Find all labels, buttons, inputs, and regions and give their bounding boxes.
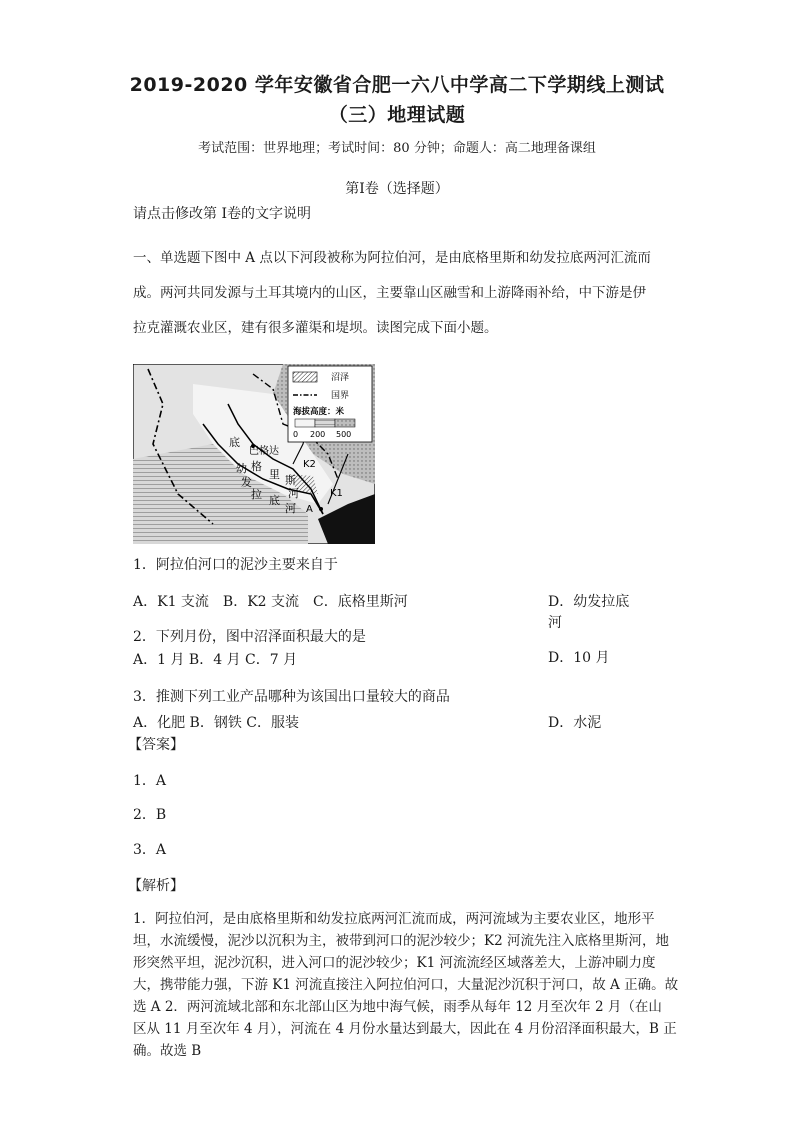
legend-elevation-title: 海拔高度：米 <box>293 407 345 417</box>
analysis-line-4: 大，携带能力强，下游 K1 河流直接注入阿拉伯河口，大量泥沙沉积于河口，故 A 正确。故 <box>133 977 679 993</box>
question-1-options: A．K1 支流 B．K2 支流 C．底格里斯河 <box>133 594 408 610</box>
analysis-line-1: 1．阿拉伯河，是由底格里斯和幼发拉底两河汇流而成，两河流域为主要农业区，地形平 <box>133 911 655 927</box>
question-3-stem: 3．推测下列工业产品哪种为该国出口量较大的商品 <box>133 689 450 705</box>
section-title: 第Ⅰ卷（选择题） <box>345 181 449 197</box>
analysis-line-2: 坦，水流缓慢，泥沙以沉积为主，被带到河口的泥沙较少；K2 河流先注入底格里斯河，地 <box>133 933 669 949</box>
legend-scale-500: 500 <box>336 430 352 439</box>
question-2-options: A．1 月 B．4 月 C．7 月 <box>133 652 298 668</box>
map-label-you: 幼 <box>236 462 247 475</box>
answer-2: 2．B <box>133 807 167 823</box>
question-2-stem: 2．下列月份，图中沼泽面积最大的是 <box>133 629 366 645</box>
question-1-stem: 1．阿拉伯河口的泥沙主要来自于 <box>133 557 338 573</box>
answer-3: 3．A <box>133 842 167 858</box>
map-label-di: 底 <box>229 436 240 449</box>
map-label-a: A <box>306 504 313 515</box>
intro-line-3: 拉克灌溉农业区，建有很多灌渠和堤坝。读图完成下面小题。 <box>133 320 498 336</box>
analysis-line-6: 区从 11 月至次年 4 月），河流在 4 月份水量达到最大，因此在 4 月份沼泽面积最大，B 正 <box>133 1021 677 1037</box>
intro-line-1: 一、单选题下图中 A 点以下河段被称为阿拉伯河，是由底格里斯和幼发拉底两河汇流而 <box>133 250 651 266</box>
document-title-line2: （三）地理试题 <box>328 104 466 126</box>
document-title-line1: 2019-2020 学年安徽省合肥一六八中学高二下学期线上测试 <box>129 74 665 96</box>
legend-swamp-label: 沼泽 <box>331 373 350 383</box>
analysis-line-7: 确。故选 B <box>133 1043 202 1059</box>
map-label-k1: K1 <box>330 488 343 499</box>
question-2-option-d: D．10 月 <box>548 650 610 666</box>
map-label-fa: 发 <box>241 476 252 489</box>
question-1-option-d-cont: 河 <box>548 615 562 631</box>
map-label-baghdad: 巴格达 <box>249 446 279 457</box>
analysis-header: 【解析】 <box>128 878 184 894</box>
map-label-ge: 格 <box>251 460 262 473</box>
section-note: 请点击修改第 Ⅰ卷的文字说明 <box>133 206 311 222</box>
question-3-option-d: D．水泥 <box>548 715 602 731</box>
map-label-la: 拉 <box>251 488 262 501</box>
map-label-he1: 河 <box>288 487 299 500</box>
map-label-he2: 河 <box>285 502 296 515</box>
map-label-k2: K2 <box>303 459 316 470</box>
legend-scale-200: 200 <box>310 430 326 439</box>
analysis-line-5: 选 A 2．两河流域北部和东北部山区为地中海气候，雨季从每年 12 月至次年 2 月（在山 <box>133 999 662 1015</box>
answer-header: 【答案】 <box>128 737 184 753</box>
analysis-line-3: 形突然平坦，泥沙沉积，进入河口的泥沙较少；K1 河流流经区域落差大，上游冲刷力度 <box>133 955 656 971</box>
legend-border-label: 国界 <box>331 391 350 401</box>
question-1-option-d: D．幼发拉底 <box>548 594 630 610</box>
map-label-si: 斯 <box>285 474 296 487</box>
legend-swamp-swatch <box>293 372 317 382</box>
exam-meta: 考试范围：世界地理；考试时间：80 分钟；命题人：高二地理备课组 <box>198 141 596 156</box>
legend-scale-0: 0 <box>293 430 299 439</box>
map-label-di2: 底 <box>269 494 280 507</box>
river-map <box>133 364 375 544</box>
answer-1: 1．A <box>133 773 167 789</box>
question-3-options: A．化肥 B．钢铁 C．服装 <box>133 715 300 731</box>
point-a-dot <box>319 507 323 511</box>
intro-line-2: 成。两河共同发源与土耳其境内的山区，主要靠山区融雪和上游降雨补给，中下游是伊 <box>133 285 646 301</box>
map-label-li: 里 <box>269 468 280 481</box>
